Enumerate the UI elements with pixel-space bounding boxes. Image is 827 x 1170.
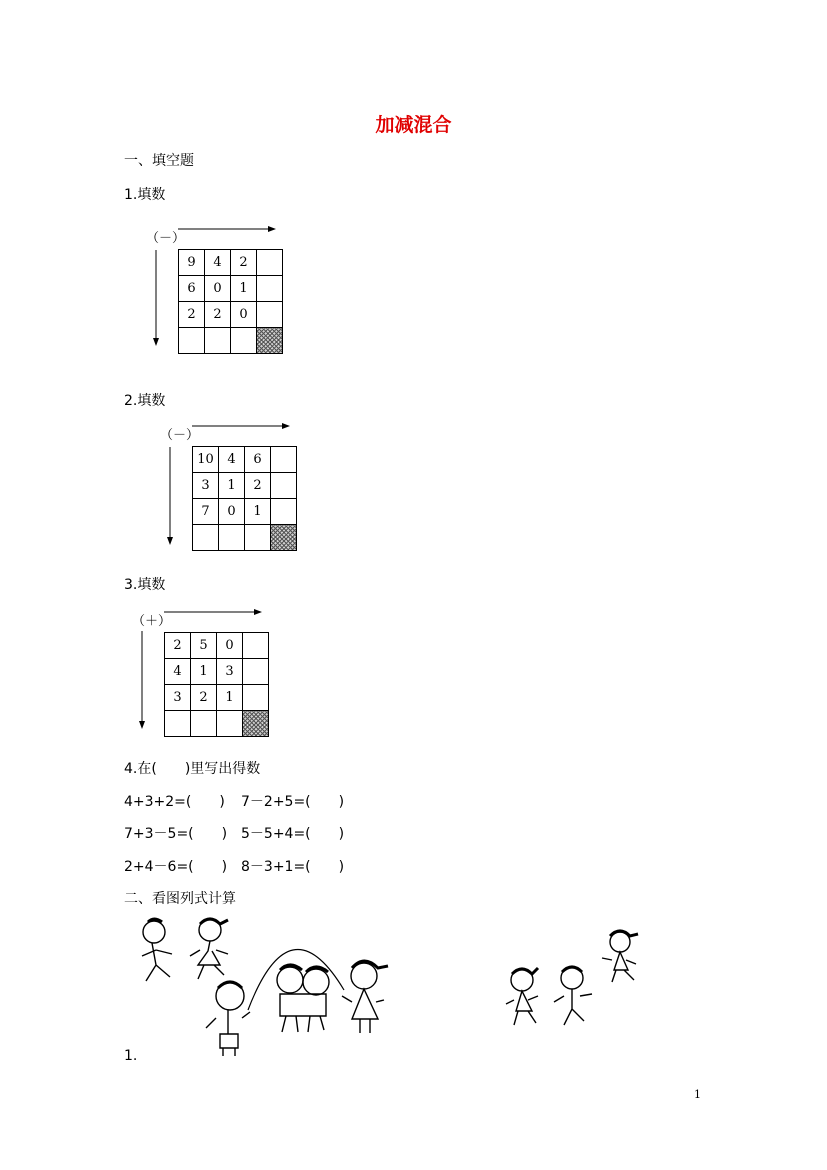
running-child-figure xyxy=(602,931,638,982)
operator-label: （＋） xyxy=(132,614,172,629)
grid-cell-blank[interactable] xyxy=(243,685,269,711)
grid-cell-blank[interactable] xyxy=(205,328,231,354)
running-child-figure xyxy=(554,967,592,1025)
grid-cell: 0 xyxy=(231,302,257,328)
child-holding-rope xyxy=(342,961,388,1033)
equation: 8－3+1=( ) xyxy=(241,859,345,875)
running-child-figure xyxy=(190,919,228,979)
grid-cell: 9 xyxy=(179,250,205,276)
page-number: 1 xyxy=(694,1088,701,1101)
number-grid-1 xyxy=(178,249,283,354)
grid-cell-blank[interactable] xyxy=(193,525,219,551)
grid-cell: 0 xyxy=(217,633,243,659)
section-heading-fill-blanks: 一、填空题 xyxy=(124,153,194,169)
grid-cell: 10 xyxy=(193,447,219,473)
equation: 7－2+5=( ) xyxy=(241,794,345,810)
grid-cell: 2 xyxy=(231,250,257,276)
equation: 5－5+4=( ) xyxy=(241,826,345,842)
grid-cell: 2 xyxy=(205,302,231,328)
equation: 4+3+2=( ) xyxy=(124,794,225,810)
grid-cell: 6 xyxy=(245,447,271,473)
running-child-figure xyxy=(506,968,538,1025)
grid-cell: 4 xyxy=(219,447,245,473)
grid-cell: 1 xyxy=(219,473,245,499)
jumping-children xyxy=(277,965,329,1032)
operator-label: （－） xyxy=(146,231,186,246)
grid-cell-blank[interactable] xyxy=(243,633,269,659)
grid-cell-blank[interactable] xyxy=(271,499,297,525)
grid-cell-blank[interactable] xyxy=(179,328,205,354)
equation: 2+4－6=( ) xyxy=(124,859,228,875)
grid-cell-blank[interactable] xyxy=(271,447,297,473)
section-heading-picture-problem: 二、看图列式计算 xyxy=(124,891,236,907)
grid-cell: 3 xyxy=(217,659,243,685)
number-grid-3 xyxy=(164,632,269,737)
grid-cell-blank[interactable] xyxy=(271,473,297,499)
grid-cell: 1 xyxy=(245,499,271,525)
problem-2-label: 2.填数 xyxy=(124,393,166,409)
jump-rope xyxy=(248,950,344,1011)
grid-cell: 3 xyxy=(193,473,219,499)
grid-cell-blank[interactable] xyxy=(245,525,271,551)
number-grid-2 xyxy=(192,446,297,551)
grid-cell: 0 xyxy=(205,276,231,302)
grid-cell: 7 xyxy=(193,499,219,525)
shaded-cell xyxy=(257,328,283,354)
shaded-cell xyxy=(271,525,297,551)
grid-cell: 4 xyxy=(165,659,191,685)
grid-cell-blank[interactable] xyxy=(257,276,283,302)
grid-cell: 1 xyxy=(231,276,257,302)
grid-cell-blank[interactable] xyxy=(217,711,243,737)
grid-cell-blank[interactable] xyxy=(191,711,217,737)
grid-cell: 3 xyxy=(165,685,191,711)
grid-cell: 1 xyxy=(191,659,217,685)
grid-cell: 6 xyxy=(179,276,205,302)
problem-3-label: 3.填数 xyxy=(124,577,166,593)
children-illustration xyxy=(130,910,660,1060)
grid-cell: 1 xyxy=(217,685,243,711)
equation: 7+3－5=( ) xyxy=(124,826,228,842)
running-child-figure xyxy=(142,919,172,981)
grid-cell: 2 xyxy=(165,633,191,659)
operator-label: （－） xyxy=(160,428,200,443)
child-holding-rope xyxy=(206,982,250,1056)
page-title: 加减混合 xyxy=(375,114,452,136)
grid-cell-blank[interactable] xyxy=(257,250,283,276)
grid-cell: 5 xyxy=(191,633,217,659)
grid-cell-blank[interactable] xyxy=(231,328,257,354)
grid-cell-blank[interactable] xyxy=(257,302,283,328)
grid-cell: 0 xyxy=(219,499,245,525)
question-4-label: 4.在( )里写出得数 xyxy=(124,761,261,777)
grid-cell-blank[interactable] xyxy=(243,659,269,685)
grid-cell: 2 xyxy=(245,473,271,499)
grid-cell: 2 xyxy=(191,685,217,711)
grid-cell: 4 xyxy=(205,250,231,276)
grid-cell: 2 xyxy=(179,302,205,328)
problem-1-label: 1.填数 xyxy=(124,187,166,203)
shaded-cell xyxy=(243,711,269,737)
picture-item-number: 1. xyxy=(124,1048,138,1064)
grid-cell-blank[interactable] xyxy=(165,711,191,737)
grid-cell-blank[interactable] xyxy=(219,525,245,551)
